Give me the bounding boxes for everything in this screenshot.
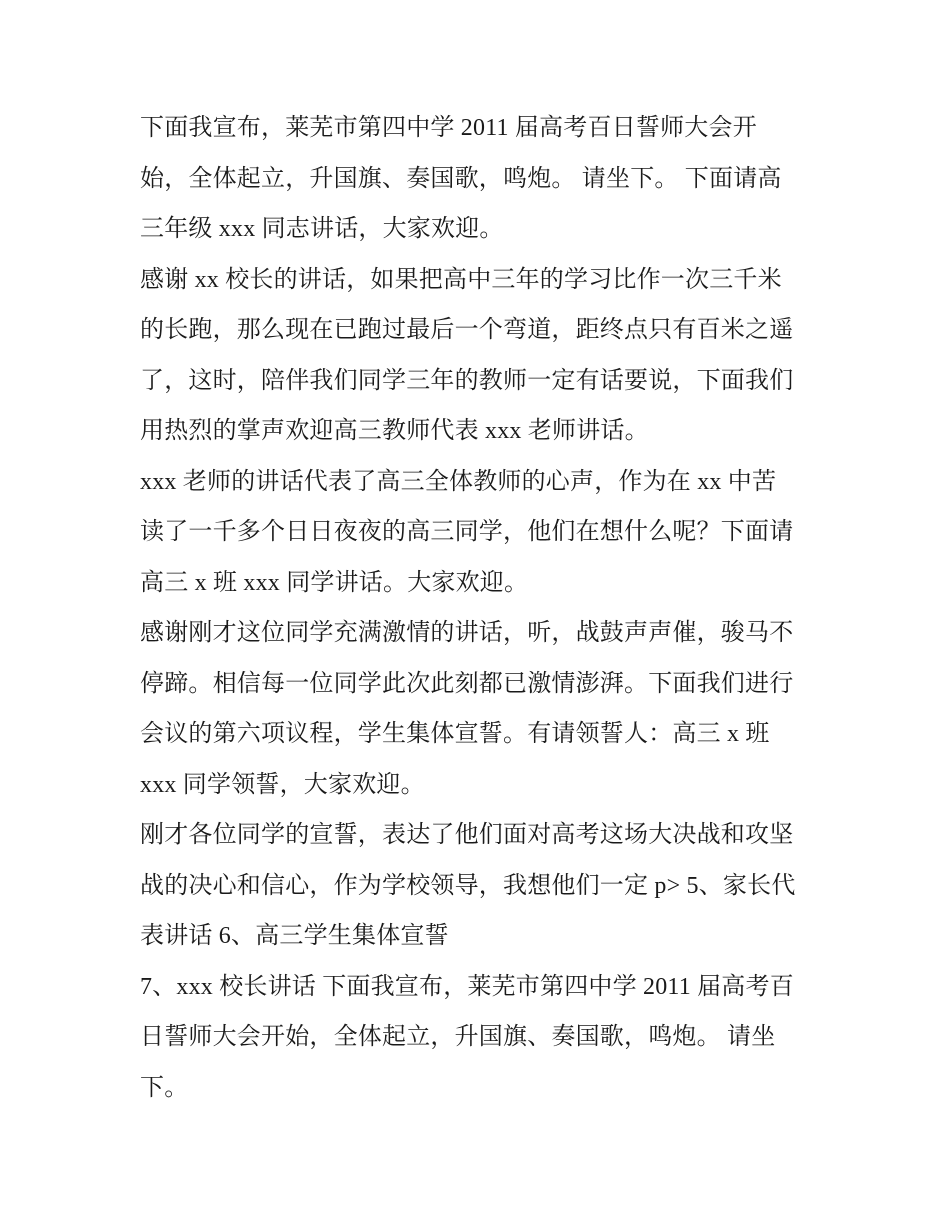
text-line: 用热烈的掌声欢迎高三教师代表 xxx 老师讲话。 bbox=[140, 418, 649, 444]
text-line: 下。 bbox=[140, 1074, 189, 1101]
text-line: 读了一千多个日日夜夜的高三同学，他们在想什么呢？下面请 bbox=[140, 519, 794, 545]
text-line: 7、xxx 校长讲话 下面我宣布，莱芜市第四中学 2011 届高考百 bbox=[140, 973, 794, 1000]
text-line: 会议的第六项议程，学生集体宣誓。有请领誓人：高三 x 班 bbox=[140, 721, 770, 747]
document-body bbox=[140, 103, 820, 1113]
text-line: 始，全体起立，升国旗、奏国歌，鸣炮。 请坐下。 下面请高 bbox=[140, 165, 782, 192]
text-line: 日誓师大会开始，全体起立，升国旗、奏国歌，鸣炮。 请坐 bbox=[140, 1024, 776, 1050]
text-line: 刚才各位同学的宣誓，表达了他们面对高考这场大决战和攻坚 bbox=[140, 822, 794, 848]
text-line: 高三 x 班 xxx 同学讲话。大家欢迎。 bbox=[140, 569, 529, 596]
text-line: 感谢刚才这位同学充满激情的讲话，听，战鼓声声催，骏马不 bbox=[140, 620, 794, 646]
text-line: 停蹄。相信每一位同学此次此刻都已激情澎湃。下面我们进行 bbox=[140, 670, 794, 697]
text-line: 表讲话 6、高三学生集体宣誓 bbox=[140, 923, 449, 949]
text-line: 了，这时，陪伴我们同学三年的教师一定有话要说，下面我们 bbox=[140, 367, 794, 394]
text-line: 三年级 xxx 同志讲话，大家欢迎。 bbox=[140, 216, 504, 242]
text-line: 战的决心和信心，作为学校领导，我想他们一定 p> 5、家长代 bbox=[140, 872, 796, 899]
text-line: xxx 同学领誓，大家欢迎。 bbox=[140, 771, 425, 798]
text-line: 感谢 xx 校长的讲话，如果把高中三年的学习比作一次三千米 bbox=[140, 266, 782, 293]
text-line: 下面我宣布，莱芜市第四中学 2011 届高考百日誓师大会开 bbox=[140, 115, 757, 141]
text-line: xxx 老师的讲话代表了高三全体教师的心声，作为在 xx 中苦 bbox=[140, 468, 777, 495]
text-line: 的长跑，那么现在已跑过最后一个弯道，距终点只有百米之遥 bbox=[140, 317, 794, 343]
